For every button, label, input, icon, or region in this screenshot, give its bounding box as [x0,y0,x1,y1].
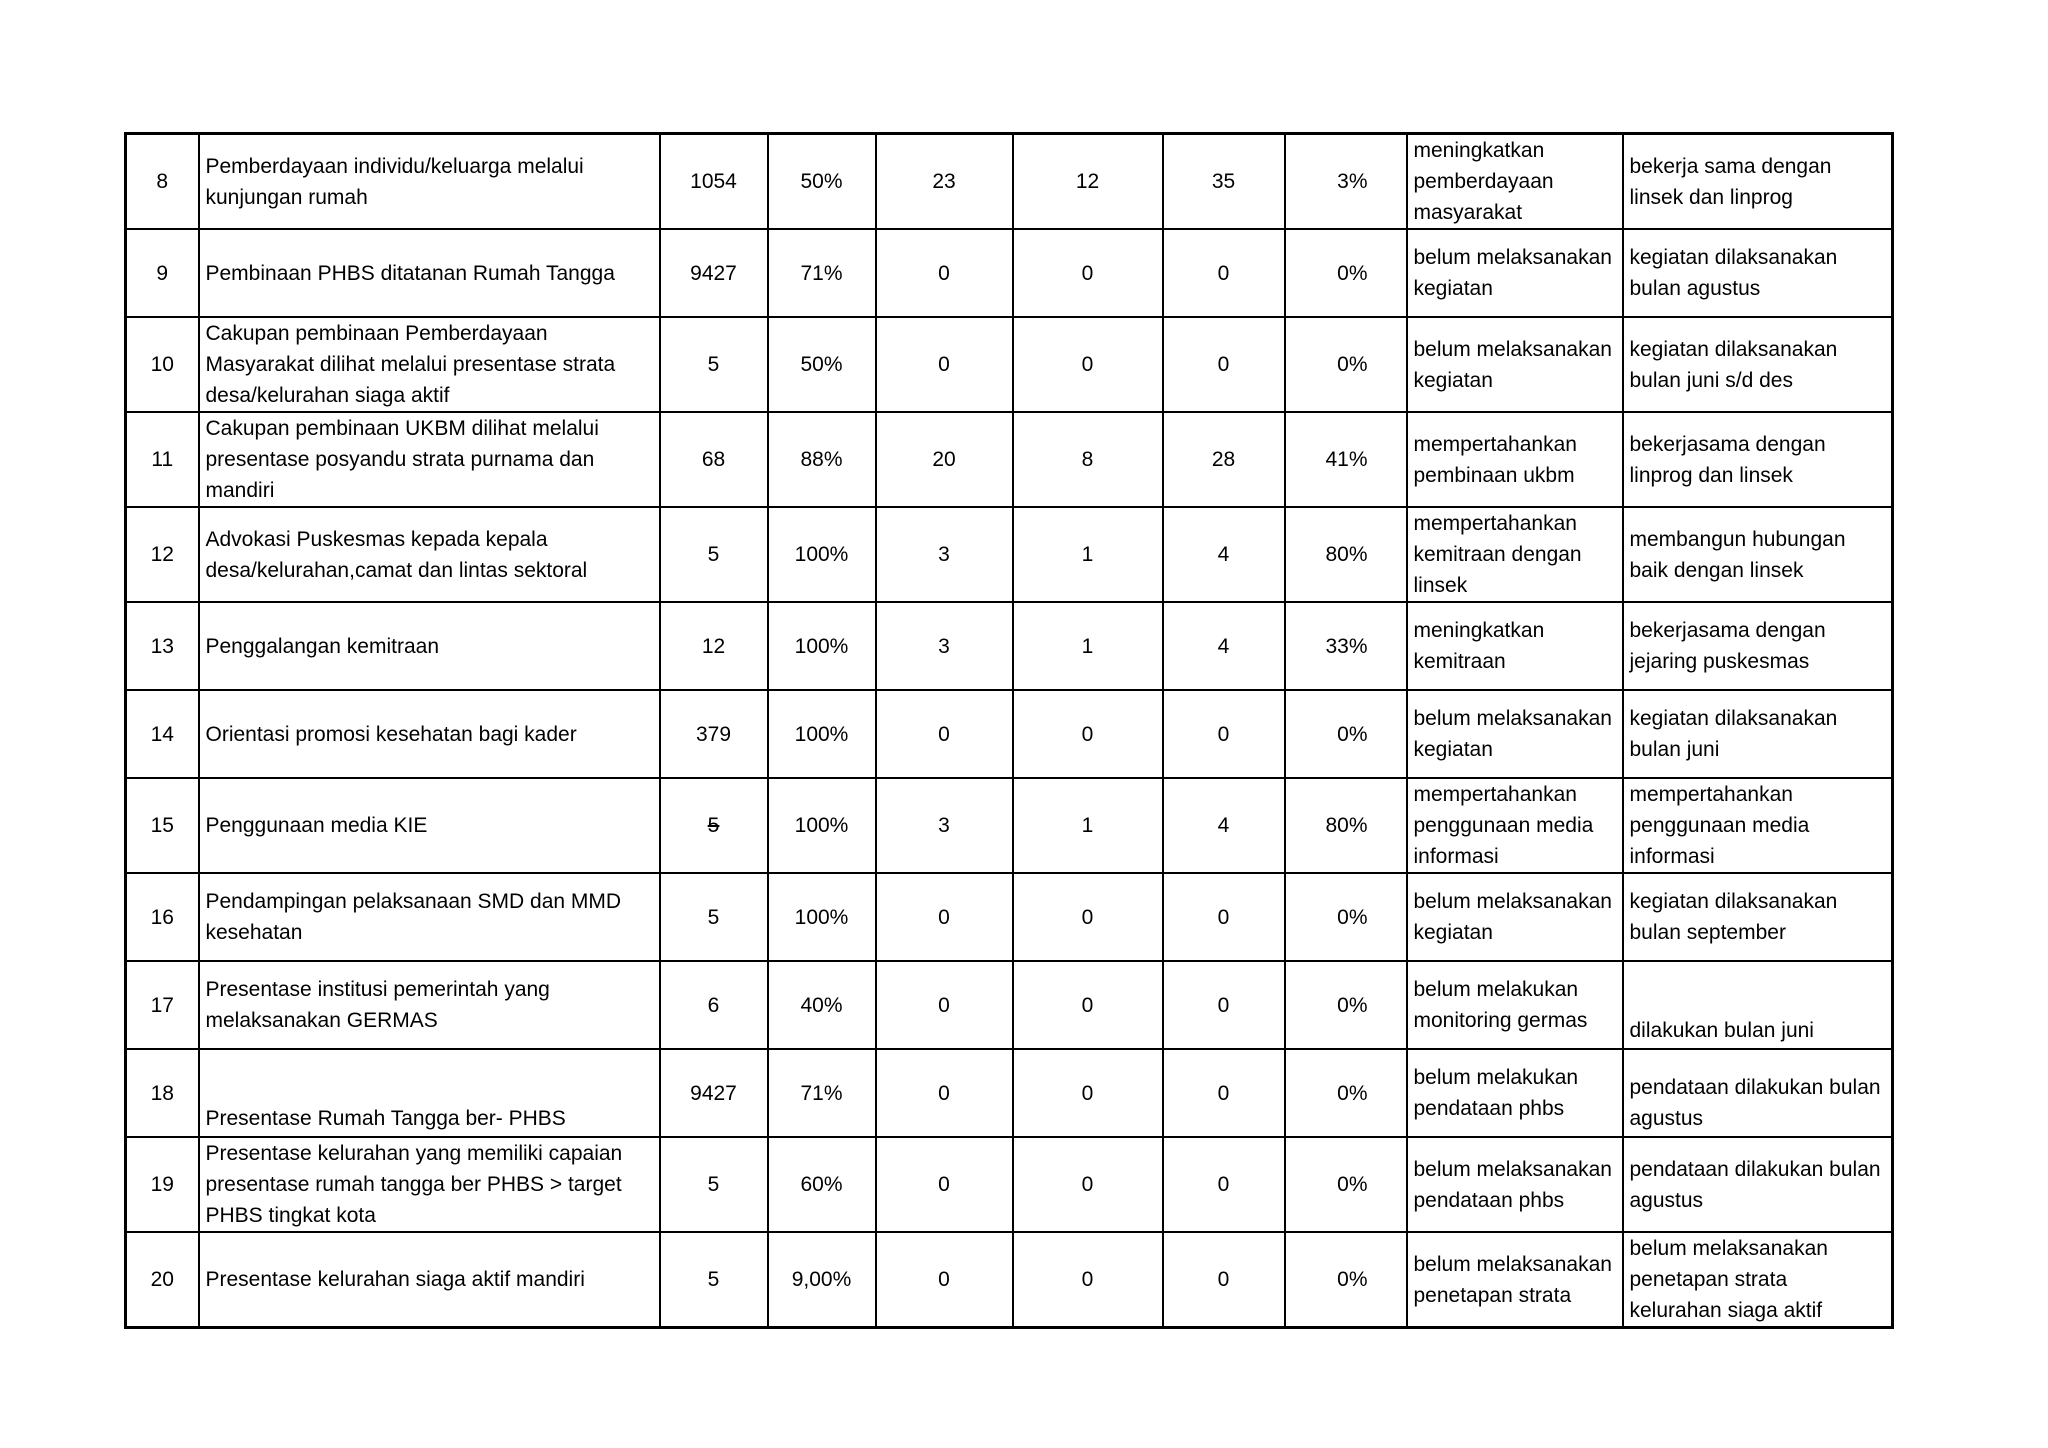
target-cell: 5 [660,317,768,412]
achievement-cell: 3% [1285,134,1407,230]
analysis-cell: belum melakukan pendataan phbs [1407,1049,1623,1137]
value-cell-2: 0 [1013,961,1163,1049]
activity-cell: Presentase Rumah Tangga ber- PHBS [199,1049,660,1137]
achievement-cell: 0% [1285,690,1407,778]
activity-cell: Pendampingan pelaksanaan SMD dan MMD kesehatan [199,873,660,961]
achievement-cell: 0% [1285,1232,1407,1328]
achievement-cell: 0% [1285,961,1407,1049]
table-row [126,1232,1893,1328]
target-percent-cell: 50% [768,317,876,412]
table-row [126,690,1893,778]
activity-cell: Pemberdayaan individu/keluarga melalui kunjungan rumah [199,134,660,230]
target-cell: 5 [660,1232,768,1328]
value-cell-2: 0 [1013,873,1163,961]
target-percent-cell: 100% [768,778,876,873]
target-cell: 6 [660,961,768,1049]
follow-up-cell: pendataan dilakukan bulan agustus [1623,1137,1893,1232]
value-total-cell: 0 [1163,961,1285,1049]
target-cell: 5 [660,1137,768,1232]
value-total-cell: 0 [1163,873,1285,961]
table-row [126,134,1893,230]
table-row [126,778,1893,873]
follow-up-cell: bekerja sama dengan linsek dan linprog [1623,134,1893,230]
value-cell-1: 3 [876,507,1013,602]
achievement-cell: 0% [1285,1137,1407,1232]
analysis-cell: mempertahankan penggunaan media informasi [1407,778,1623,873]
table-row [126,602,1893,690]
value-cell-1: 0 [876,1137,1013,1232]
value-total-cell: 0 [1163,1137,1285,1232]
value-total-cell: 0 [1163,229,1285,317]
analysis-cell: belum melaksanakan kegiatan [1407,229,1623,317]
row-number: 12 [126,507,199,602]
value-cell-1: 3 [876,602,1013,690]
activity-cell: Presentase kelurahan siaga aktif mandiri [199,1232,660,1328]
target-percent-cell: 100% [768,507,876,602]
follow-up-cell: pendataan dilakukan bulan agustus [1623,1049,1893,1137]
achievement-cell: 0% [1285,317,1407,412]
value-cell-2: 0 [1013,690,1163,778]
value-total-cell: 35 [1163,134,1285,230]
achievement-cell: 80% [1285,778,1407,873]
value-cell-2: 1 [1013,507,1163,602]
value-cell-2: 0 [1013,1049,1163,1137]
analysis-cell: belum melaksanakan kegiatan [1407,690,1623,778]
achievement-cell: 0% [1285,229,1407,317]
row-number: 11 [126,412,199,507]
value-total-cell: 28 [1163,412,1285,507]
activity-cell: Cakupan pembinaan Pemberdayaan Masyarakat dilihat melalui presentase strata desa/kelurahan siaga aktif [199,317,660,412]
analysis-cell: meningkatkan kemitraan [1407,602,1623,690]
target-cell: 5 [660,507,768,602]
row-number: 8 [126,134,199,230]
value-total-cell: 0 [1163,690,1285,778]
value-cell-1: 0 [876,229,1013,317]
target-cell: 12 [660,602,768,690]
target-cell: 1054 [660,134,768,230]
target-percent-cell: 50% [768,134,876,230]
analysis-cell: mempertahankan kemitraan dengan linsek [1407,507,1623,602]
value-cell-1: 3 [876,778,1013,873]
value-cell-2: 1 [1013,778,1163,873]
row-number: 10 [126,317,199,412]
achievement-cell: 80% [1285,507,1407,602]
analysis-cell: mempertahankan pembinaan ukbm [1407,412,1623,507]
value-cell-1: 0 [876,873,1013,961]
target-percent-cell: 40% [768,961,876,1049]
activity-cell: Advokasi Puskesmas kepada kepala desa/kelurahan,camat dan lintas sektoral [199,507,660,602]
value-total-cell: 0 [1163,317,1285,412]
table-row [126,412,1893,507]
row-number: 19 [126,1137,199,1232]
target-percent-cell: 100% [768,873,876,961]
activity-cell: Orientasi promosi kesehatan bagi kader [199,690,660,778]
value-cell-2: 0 [1013,229,1163,317]
target-cell: 5 [660,873,768,961]
analysis-cell: belum melaksanakan penetapan strata [1407,1232,1623,1328]
follow-up-cell: bekerjasama dengan linprog dan linsek [1623,412,1893,507]
table-row [126,507,1893,602]
row-number: 20 [126,1232,199,1328]
analysis-cell: belum melaksanakan pendataan phbs [1407,1137,1623,1232]
table-row [126,317,1893,412]
value-cell-1: 0 [876,317,1013,412]
target-cell: 379 [660,690,768,778]
row-number: 18 [126,1049,199,1137]
activity-cell: Presentase kelurahan yang memiliki capaian presentase rumah tangga ber PHBS > target PHBS tingkat kota [199,1137,660,1232]
analysis-cell: belum melaksanakan kegiatan [1407,317,1623,412]
table-row [126,873,1893,961]
target-percent-cell: 100% [768,602,876,690]
target-percent-cell: 60% [768,1137,876,1232]
target-cell: 9427 [660,1049,768,1137]
target-percent-cell: 88% [768,412,876,507]
analysis-cell: belum melakukan monitoring germas [1407,961,1623,1049]
value-cell-1: 0 [876,1049,1013,1137]
value-cell-2: 8 [1013,412,1163,507]
table-row [126,229,1893,317]
target-percent-cell: 9,00% [768,1232,876,1328]
follow-up-cell: kegiatan dilaksanakan bulan juni s/d des [1623,317,1893,412]
target-cell: 5 [660,778,768,873]
analysis-cell: meningkatkan pemberdayaan masyarakat [1407,134,1623,230]
table-row [126,1137,1893,1232]
table-body [126,134,1893,1328]
target-percent-cell: 100% [768,690,876,778]
activity-cell: Cakupan pembinaan UKBM dilihat melalui presentase posyandu strata purnama dan mandiri [199,412,660,507]
value-total-cell: 4 [1163,778,1285,873]
follow-up-cell: kegiatan dilaksanakan bulan agustus [1623,229,1893,317]
achievement-cell: 0% [1285,1049,1407,1137]
row-number: 9 [126,229,199,317]
target-cell: 9427 [660,229,768,317]
analysis-cell: belum melaksanakan kegiatan [1407,873,1623,961]
value-cell-2: 0 [1013,1137,1163,1232]
follow-up-cell: kegiatan dilaksanakan bulan september [1623,873,1893,961]
value-total-cell: 0 [1163,1049,1285,1137]
value-total-cell: 4 [1163,507,1285,602]
activity-cell: Penggalangan kemitraan [199,602,660,690]
value-cell-1: 0 [876,961,1013,1049]
value-cell-1: 0 [876,1232,1013,1328]
row-number: 15 [126,778,199,873]
value-cell-2: 0 [1013,1232,1163,1328]
value-cell-2: 0 [1013,317,1163,412]
target-percent-cell: 71% [768,229,876,317]
target-percent-cell: 71% [768,1049,876,1137]
performance-table [124,132,1894,1329]
row-number: 16 [126,873,199,961]
row-number: 13 [126,602,199,690]
row-number: 14 [126,690,199,778]
achievement-cell: 0% [1285,873,1407,961]
value-cell-2: 1 [1013,602,1163,690]
activity-cell: Pembinaan PHBS ditatanan Rumah Tangga [199,229,660,317]
follow-up-cell: belum melaksanakan penetapan strata kelurahan siaga aktif [1623,1232,1893,1328]
value-cell-1: 20 [876,412,1013,507]
value-total-cell: 4 [1163,602,1285,690]
follow-up-cell: mempertahankan penggunaan media informasi [1623,778,1893,873]
target-cell: 68 [660,412,768,507]
row-number: 17 [126,961,199,1049]
achievement-cell: 33% [1285,602,1407,690]
value-cell-2: 12 [1013,134,1163,230]
follow-up-cell: dilakukan bulan juni [1623,961,1893,1049]
value-cell-1: 23 [876,134,1013,230]
follow-up-cell: membangun hubungan baik dengan linsek [1623,507,1893,602]
table-row [126,961,1893,1049]
table-row [126,1049,1893,1137]
follow-up-cell: bekerjasama dengan jejaring puskesmas [1623,602,1893,690]
activity-cell: Presentase institusi pemerintah yang melaksanakan GERMAS [199,961,660,1049]
value-cell-1: 0 [876,690,1013,778]
activity-cell: Penggunaan media KIE [199,778,660,873]
follow-up-cell: kegiatan dilaksanakan bulan juni [1623,690,1893,778]
achievement-cell: 41% [1285,412,1407,507]
value-total-cell: 0 [1163,1232,1285,1328]
